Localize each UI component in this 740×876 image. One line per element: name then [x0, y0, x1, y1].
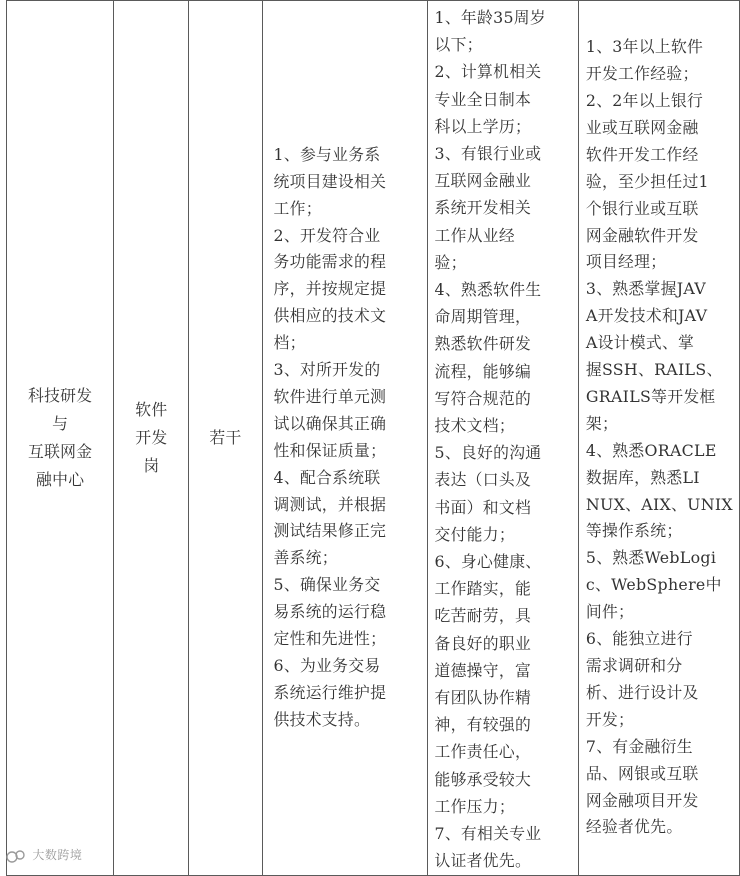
qualifications-text: 1、3年以上软件 开发工作经验； 2、2年以上银行 业或互联网金融 软件开发工作经 验，至少担任过1 个银行业或互联 网金融软件开发 项目经理； 3、熟悉掌握JAV A开发技术和JAV A设计模式、掌 握SSH、RAILS、 GRAILS等开发框 架； 4、熟悉ORACLE 数据库，熟悉LI NUX、AIX、UNIX 等操作系统； 5、熟悉WebLogi c、WebSphere中 间件； 6、能独立进行 需求调研和分 析、进行设计及 开发； 7、有金融衍生 品、网银或互联 网金融项目开发 经验者优先。 — [585, 37, 733, 837]
table-row — [7, 1, 740, 876]
headcount-cell — [189, 1, 262, 876]
watermark-logo-icon — [6, 849, 28, 863]
watermark — [6, 846, 82, 863]
qualifications-cell — [578, 1, 739, 876]
job-table — [6, 0, 740, 876]
department-text: 科技研发 与 互联网金 融中心 — [27, 385, 93, 489]
duties-cell — [262, 1, 428, 876]
headcount-text: 若干 — [209, 427, 242, 447]
requirements-cell — [428, 1, 578, 876]
position-text: 软件 开发 岗 — [135, 399, 168, 475]
watermark-text: 大数跨境 — [32, 848, 83, 862]
duties-text: 1、参与业务系 统项目建设相关 工作； 2、开发符合业 务功能需求的程 序，并按规定提 供相应的技术文 档； 3、对所开发的 软件进行单元测 试以确保其正确 性和保证质量； 4、配合系统联 调测试，并根据 测试结果修正完 善系统； 5、确保业务交 易系统的运行稳 定性和先进性； 6、为业务交易 系统运行维护提 供技术支持。 — [273, 144, 387, 729]
position-cell — [114, 1, 189, 876]
department-cell — [7, 1, 114, 876]
requirements-text: 1、年龄35周岁 以下； 2、计算机相关 专业全日制本 科以上学历； 3、有银行业或 互联网金融业 系统开发相关 工作从业经 验； 4、熟悉软件生 命周期管理， 熟悉软件研发 流程，能够编 写符合规范的 技术文档； 5、良好的沟通 表达（口头及 书面）和文档 交付能力； 6、身心健康、 工作踏实，能 吃苦耐劳，具 备良好的职业 道德操守，富 有团队协作精 神，有较强的 工作责任心， 能够承受较大 工作压力； 7、有相关专业 认证者优先。 — [434, 8, 547, 871]
